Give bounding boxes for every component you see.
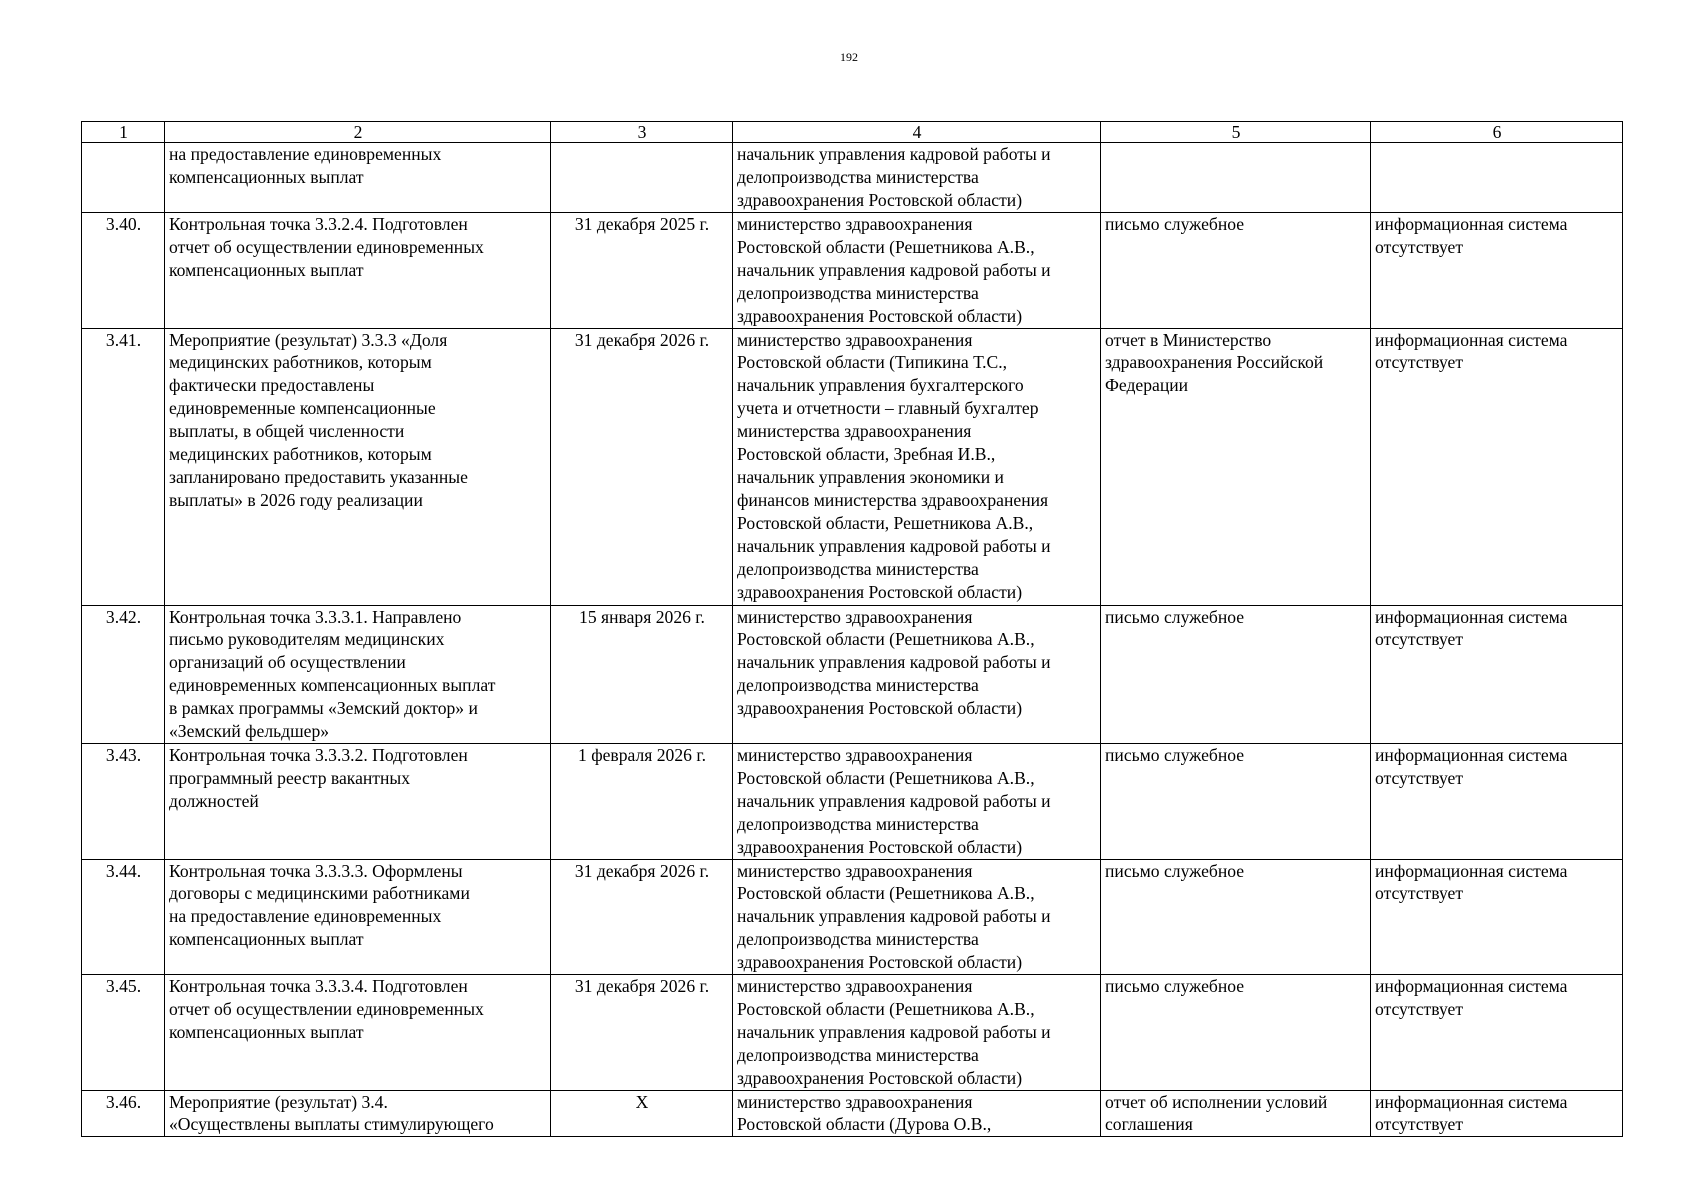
row-system: информационная система отсутствует bbox=[1371, 975, 1623, 1091]
column-header: 4 bbox=[733, 122, 1101, 143]
row-number: 3.44. bbox=[82, 859, 165, 975]
row-name: Контрольная точка 3.3.2.4. Подготовлен отчет об осуществлении единовременных компенсационных выплат bbox=[165, 213, 551, 329]
table-row bbox=[82, 213, 1623, 329]
row-system bbox=[1371, 143, 1623, 213]
column-header: 1 bbox=[82, 122, 165, 143]
row-system: информационная система отсутствует bbox=[1371, 1090, 1623, 1137]
column-header: 6 bbox=[1371, 122, 1623, 143]
plan-table bbox=[81, 121, 1623, 1137]
row-responsible: министерство здравоохранения Ростовской области (Решетникова А.В., начальник управления кадровой работы и делопроизводства министерства здравоохранения Ростовской области) bbox=[733, 743, 1101, 859]
row-number: 3.42. bbox=[82, 605, 165, 743]
row-document: отчет в Министерство здравоохранения Российской Федерации bbox=[1101, 328, 1371, 605]
row-date: 31 декабря 2025 г. bbox=[551, 213, 733, 329]
row-responsible: министерство здравоохранения Ростовской области (Решетникова А.В., начальник управления кадровой работы и делопроизводства министерства здравоохранения Ростовской области) bbox=[733, 859, 1101, 975]
row-responsible: министерство здравоохранения Ростовской области (Решетникова А.В., начальник управления кадровой работы и делопроизводства министерства здравоохранения Ростовской области) bbox=[733, 975, 1101, 1091]
row-name: Контрольная точка 3.3.3.1. Направлено письмо руководителям медицинских организаций об осуществлении единовременных компенсационных выплат в рамках программы «Земский доктор» и «Земский фельдшер» bbox=[165, 605, 551, 743]
row-system: информационная система отсутствует bbox=[1371, 213, 1623, 329]
row-responsible: министерство здравоохранения Ростовской области (Решетникова А.В., начальник управления кадровой работы и делопроизводства министерства здравоохранения Ростовской области) bbox=[733, 605, 1101, 743]
row-system: информационная система отсутствует bbox=[1371, 328, 1623, 605]
row-name: Контрольная точка 3.3.3.3. Оформлены договоры с медицинскими работниками на предоставление единовременных компенсационных выплат bbox=[165, 859, 551, 975]
row-date: 31 декабря 2026 г. bbox=[551, 859, 733, 975]
column-header: 3 bbox=[551, 122, 733, 143]
table-row bbox=[82, 1090, 1623, 1137]
row-date bbox=[551, 143, 733, 213]
row-responsible: министерство здравоохранения Ростовской области (Типикина Т.С., начальник управления бухгалтерского учета и отчетности – главный бухгалтер министерства здравоохранения Ростовской области, Зребная И.В., начальник управления экономики и финансов министерства здравоохранения Ростовской области, Решетникова А.В., начальник управления кадровой работы и делопроизводства министерства здравоохранения Ростовской области) bbox=[733, 328, 1101, 605]
row-number: 3.41. bbox=[82, 328, 165, 605]
column-header: 5 bbox=[1101, 122, 1371, 143]
row-name: Мероприятие (результат) 3.4. «Осуществлены выплаты стимулирующего bbox=[165, 1090, 551, 1137]
row-document bbox=[1101, 143, 1371, 213]
row-document: письмо служебное bbox=[1101, 975, 1371, 1091]
row-name: Контрольная точка 3.3.3.2. Подготовлен программный реестр вакантных должностей bbox=[165, 743, 551, 859]
row-date: 15 января 2026 г. bbox=[551, 605, 733, 743]
table-row bbox=[82, 328, 1623, 605]
row-number: 3.45. bbox=[82, 975, 165, 1091]
row-system: информационная система отсутствует bbox=[1371, 605, 1623, 743]
column-header: 2 bbox=[165, 122, 551, 143]
row-responsible: начальник управления кадровой работы и делопроизводства министерства здравоохранения Ростовской области) bbox=[733, 143, 1101, 213]
row-number: 3.43. bbox=[82, 743, 165, 859]
table-row bbox=[82, 143, 1623, 213]
row-date: Х bbox=[551, 1090, 733, 1137]
row-date: 31 декабря 2026 г. bbox=[551, 328, 733, 605]
row-number: 3.40. bbox=[82, 213, 165, 329]
row-number: 3.46. bbox=[82, 1090, 165, 1137]
row-document: отчет об исполнении условий соглашения bbox=[1101, 1090, 1371, 1137]
row-date: 1 февраля 2026 г. bbox=[551, 743, 733, 859]
table-row bbox=[82, 859, 1623, 975]
page-number: 192 bbox=[840, 50, 858, 64]
row-system: информационная система отсутствует bbox=[1371, 743, 1623, 859]
row-system: информационная система отсутствует bbox=[1371, 859, 1623, 975]
row-name: Мероприятие (результат) 3.3.3 «Доля медицинских работников, которым фактически предоставлены единовременные компенсационные выплаты, в общей численности медицинских работников, которым запланировано предоставить указанные выплаты» в 2026 году реализации bbox=[165, 328, 551, 605]
row-number bbox=[82, 143, 165, 213]
row-date: 31 декабря 2026 г. bbox=[551, 975, 733, 1091]
table-row bbox=[82, 605, 1623, 743]
row-document: письмо служебное bbox=[1101, 213, 1371, 329]
row-name: Контрольная точка 3.3.3.4. Подготовлен отчет об осуществлении единовременных компенсационных выплат bbox=[165, 975, 551, 1091]
table-row bbox=[82, 975, 1623, 1091]
row-responsible: министерство здравоохранения Ростовской области (Решетникова А.В., начальник управления кадровой работы и делопроизводства министерства здравоохранения Ростовской области) bbox=[733, 213, 1101, 329]
row-document: письмо служебное bbox=[1101, 859, 1371, 975]
row-document: письмо служебное bbox=[1101, 743, 1371, 859]
row-document: письмо служебное bbox=[1101, 605, 1371, 743]
header-row bbox=[82, 122, 1623, 143]
row-name: на предоставление единовременных компенсационных выплат bbox=[165, 143, 551, 213]
table-row bbox=[82, 743, 1623, 859]
row-responsible: министерство здравоохранения Ростовской области (Дурова О.В., bbox=[733, 1090, 1101, 1137]
